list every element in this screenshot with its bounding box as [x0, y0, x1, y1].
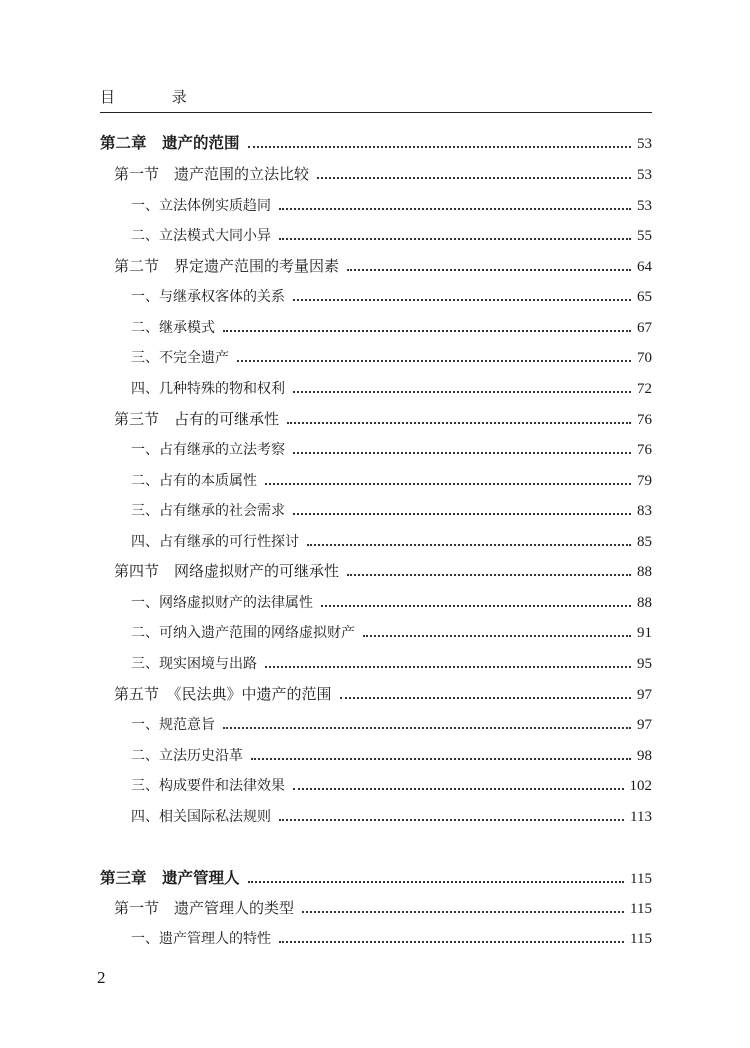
toc-entry-page: 53: [637, 167, 652, 183]
toc-sub-entry[interactable]: [131, 498, 652, 520]
toc-sub-entry[interactable]: [131, 651, 652, 673]
dot-leader: [223, 727, 631, 729]
dot-leader: [293, 513, 631, 515]
toc-entry-title: 一、与继承权客体的关系: [131, 289, 285, 305]
toc-entry-page: 70: [637, 350, 652, 366]
toc-sub-entry[interactable]: [131, 743, 652, 765]
toc-entry-title: 四、几种特殊的物和权利: [131, 381, 285, 397]
dot-leader: [302, 911, 624, 913]
toc-entry-title: 二、占有的本质属性: [131, 473, 257, 489]
running-header-title: 目 录: [100, 88, 213, 106]
toc-entry-page: 113: [630, 809, 652, 825]
toc-section-entry[interactable]: [114, 682, 652, 704]
toc-entry-title: 四、相关国际私法规则: [131, 809, 271, 825]
toc-entry-page: 98: [637, 748, 652, 764]
toc-entry-page: 76: [637, 412, 652, 428]
toc-sub-entry[interactable]: [131, 284, 652, 306]
toc-entry-title: 一、规范意旨: [131, 717, 215, 733]
toc-entry-page: 102: [629, 778, 652, 794]
dot-leader: [287, 422, 631, 424]
toc-entry-title: 四、占有继承的可行性探讨: [131, 534, 299, 550]
page-number: 2: [97, 968, 106, 987]
toc-entry-page: 115: [630, 871, 652, 887]
toc-sub-entry[interactable]: [131, 315, 652, 337]
dot-leader: [248, 881, 625, 883]
toc-section-entry[interactable]: [114, 896, 652, 918]
toc-entry-title: 第四节 网络虚拟财产的可继承性: [114, 562, 340, 580]
toc-entry-page: 85: [637, 534, 652, 550]
dot-leader: [321, 605, 631, 607]
dot-leader: [293, 299, 631, 301]
toc-entry-page: 53: [637, 198, 652, 214]
dot-leader: [265, 666, 631, 668]
header-rule: [100, 112, 652, 113]
toc-entry-page: 91: [637, 625, 652, 641]
toc-sub-entry[interactable]: [131, 223, 652, 245]
dot-leader: [237, 360, 631, 362]
dot-leader: [279, 941, 624, 943]
toc-sub-entry[interactable]: [131, 345, 652, 367]
toc-sub-entry[interactable]: [131, 712, 652, 734]
dot-leader: [347, 269, 631, 271]
toc-entry-title: 第五节 《民法典》中遗产的范围: [114, 685, 332, 703]
toc-entry-title: 二、立法模式大同小异: [131, 228, 271, 244]
toc-entry-title: 第一节 遗产管理人的类型: [114, 899, 295, 917]
toc-entry-title: 第二章 遗产的范围: [100, 133, 240, 152]
toc-sub-entry[interactable]: [131, 926, 652, 948]
toc-entry-title: 第三章 遗产管理人: [100, 868, 240, 887]
toc-chapter-entry[interactable]: [100, 866, 652, 888]
toc-entry-page: 97: [637, 687, 652, 703]
toc-sub-entry[interactable]: [131, 468, 652, 490]
toc-entry-title: 第三节 占有的可继承性: [114, 410, 280, 428]
toc-section-entry[interactable]: [114, 407, 652, 429]
toc-entry-title: 三、构成要件和法律效果: [131, 778, 285, 794]
toc-section-entry[interactable]: [114, 254, 652, 276]
toc-sub-entry[interactable]: [131, 804, 652, 826]
dot-leader: [317, 177, 631, 179]
toc-entry-title: 二、立法历史沿革: [131, 748, 243, 764]
toc-entry-title: 三、不完全遗产: [131, 350, 229, 366]
toc-entry-page: 88: [637, 564, 652, 580]
toc-entry-page: 65: [637, 289, 652, 305]
dot-leader: [340, 697, 631, 699]
toc-entry-title: 一、网络虚拟财产的法律属性: [131, 595, 313, 611]
toc-entry-title: 第一节 遗产范围的立法比较: [114, 165, 310, 183]
dot-leader: [279, 208, 631, 210]
toc-entry-title: 二、可纳入遗产范围的网络虚拟财产: [131, 625, 355, 641]
toc-sub-entry[interactable]: [131, 529, 652, 551]
dot-leader: [279, 238, 631, 240]
toc-entry-title: 一、遗产管理人的特性: [131, 931, 271, 947]
toc-sub-entry[interactable]: [131, 773, 652, 795]
toc-sub-entry[interactable]: [131, 376, 652, 398]
toc-entry-page: 76: [637, 442, 652, 458]
toc-entry-title: 第二节 界定遗产范围的考量因素: [114, 257, 340, 275]
toc-entry-page: 97: [637, 717, 652, 733]
dot-leader: [251, 758, 631, 760]
toc-entry-title: 一、占有继承的立法考察: [131, 442, 285, 458]
dot-leader: [347, 574, 631, 576]
toc-sub-entry[interactable]: [131, 437, 652, 459]
toc-entry-page: 67: [637, 320, 652, 336]
dot-leader: [293, 788, 624, 790]
toc-section-entry[interactable]: [114, 162, 652, 184]
toc-entry-page: 95: [637, 656, 652, 672]
toc-section-entry[interactable]: [114, 559, 652, 581]
toc-entry-page: 72: [637, 381, 652, 397]
toc-entry-page: 115: [630, 931, 652, 947]
toc-sub-entry[interactable]: [131, 193, 652, 215]
dot-leader: [265, 483, 631, 485]
toc-entry-page: 88: [637, 595, 652, 611]
toc-entry-page: 64: [637, 259, 652, 275]
toc-entry-page: 53: [637, 136, 652, 152]
dot-leader: [293, 452, 631, 454]
dot-leader: [307, 544, 631, 546]
toc-entry-title: 二、继承模式: [131, 320, 215, 336]
toc-sub-entry[interactable]: [131, 620, 652, 642]
dot-leader: [279, 819, 624, 821]
toc-entry-page: 55: [637, 228, 652, 244]
toc-chapter-entry[interactable]: [100, 131, 652, 153]
dot-leader: [293, 391, 631, 393]
dot-leader: [363, 635, 631, 637]
toc-entry-title: 三、现实困境与出路: [131, 656, 257, 672]
dot-leader: [248, 146, 631, 148]
dot-leader: [223, 330, 631, 332]
toc-sub-entry[interactable]: [131, 590, 652, 612]
toc-entry-page: 115: [630, 901, 652, 917]
toc-entry-title: 一、立法体例实质趋同: [131, 198, 271, 214]
toc-entry-page: 83: [637, 503, 652, 519]
toc-entry-page: 79: [637, 473, 652, 489]
toc-entry-title: 三、占有继承的社会需求: [131, 503, 285, 519]
